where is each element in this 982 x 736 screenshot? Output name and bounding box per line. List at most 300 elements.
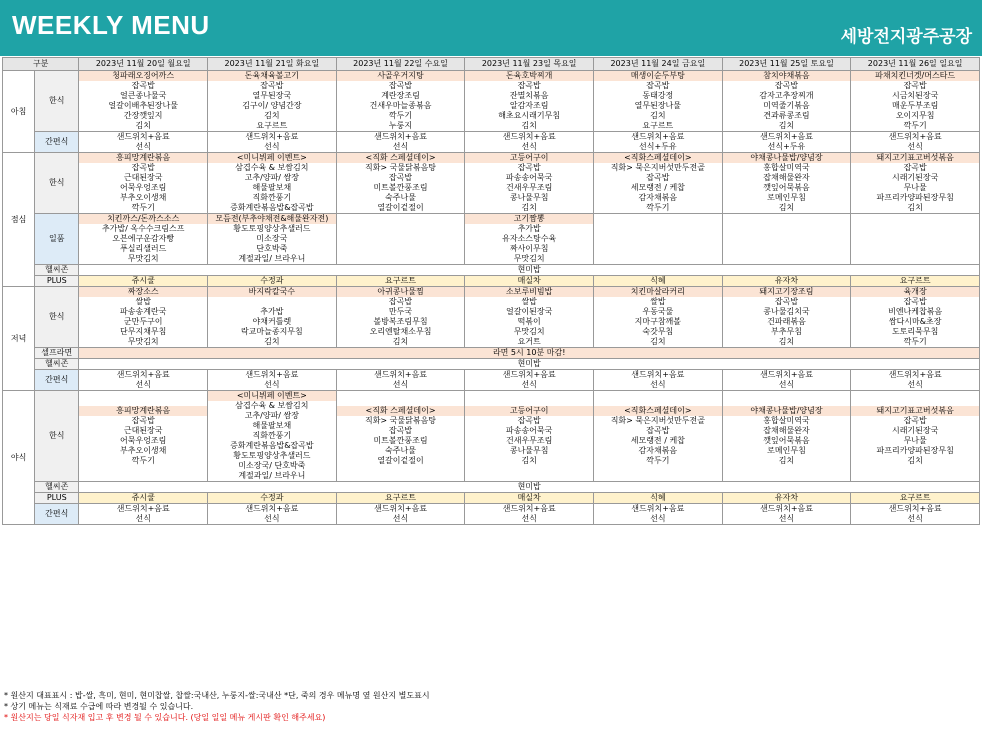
menu-item: 어묵우엉조림 bbox=[120, 436, 167, 445]
main-dish: 흥피망계란볶음 bbox=[79, 406, 207, 416]
menu-cell bbox=[465, 214, 594, 265]
menu-item: 부추오이생채 bbox=[120, 446, 167, 455]
menu-item: 잡곡밥 bbox=[903, 297, 927, 306]
menu-item: 깍두기 bbox=[388, 111, 413, 120]
menu-item: 야채커틀렛 bbox=[252, 317, 292, 326]
menu-cell: 식혜 bbox=[594, 493, 723, 504]
menu-cell: 수정과 bbox=[208, 276, 337, 287]
menu-item: 얼갈이배추된장나물 bbox=[108, 101, 178, 110]
menu-item: 깍두기 bbox=[903, 337, 927, 346]
table-row bbox=[3, 504, 980, 525]
menu-item: 군만두구이 bbox=[123, 317, 163, 326]
meal-label: 아침 bbox=[3, 71, 35, 153]
menu-item: 선식 bbox=[135, 380, 151, 389]
main-dish: 육개장 bbox=[851, 287, 979, 297]
column-header-day: 2023년 11월 23일 목요일 bbox=[465, 58, 594, 71]
menu-cell: 요구르트 bbox=[851, 493, 980, 504]
column-header-day: 2023년 11월 24일 금요일 bbox=[594, 58, 723, 71]
menu-item: 황도토핑양상추샐러드 bbox=[233, 224, 311, 233]
main-dish: 청파래오징어까스 bbox=[79, 71, 207, 81]
menu-item: 추가밥 bbox=[517, 224, 541, 233]
menu-item: 고추/양파/ 쌈장 bbox=[244, 411, 300, 420]
section-label: 헬씨존 bbox=[35, 482, 79, 493]
menu-item: 파프리카양파된장무침 bbox=[876, 446, 954, 455]
menu-item: 무맛김치 bbox=[513, 254, 545, 263]
menu-item: 푸실리샐러드 bbox=[120, 244, 167, 253]
table-row bbox=[3, 391, 980, 482]
table-row bbox=[3, 132, 980, 153]
section-label: 간편식 bbox=[35, 504, 79, 525]
table-row bbox=[3, 276, 980, 287]
menu-item: 숙갓무침 bbox=[642, 327, 674, 336]
menu-cell bbox=[208, 504, 337, 525]
menu-item: 직화깐풍기 bbox=[252, 431, 292, 440]
menu-item: 열무된장국 bbox=[252, 91, 292, 100]
menu-item: 계절과일/ 브라우니 bbox=[238, 471, 306, 480]
menu-item: 건새우무조림 bbox=[505, 436, 553, 445]
menu-cell bbox=[594, 370, 723, 391]
main-dish: <직화스페셜데이> bbox=[594, 406, 722, 416]
menu-item: 홍합살미역국 bbox=[763, 163, 810, 172]
menu-item: 미역줄기볶음 bbox=[763, 101, 810, 110]
menu-cell bbox=[465, 504, 594, 525]
full-width-cell: 현미밥 bbox=[79, 482, 980, 493]
menu-item: 매운두부조림 bbox=[891, 101, 939, 110]
meal-label: 저녁 bbox=[3, 287, 35, 391]
menu-cell bbox=[79, 132, 208, 153]
menu-cell: 매실차 bbox=[465, 276, 594, 287]
menu-item: 김치 bbox=[264, 337, 280, 346]
menu-item: 잡곡밥 bbox=[131, 163, 155, 172]
section-label: 셀프라면 bbox=[35, 348, 79, 359]
main-dish: 고등어구이 bbox=[465, 406, 593, 416]
menu-item: 잡곡밥 bbox=[388, 426, 413, 435]
menu-cell: 매실차 bbox=[465, 493, 594, 504]
main-dish: <직화스페셜데이> bbox=[594, 153, 722, 163]
menu-item: 선식 bbox=[392, 142, 409, 151]
header-banner bbox=[0, 0, 982, 56]
main-dish: 바지락칼국수 bbox=[208, 287, 336, 297]
menu-item: 샌드위치+음료 bbox=[116, 370, 170, 379]
menu-item: 선식 bbox=[650, 514, 666, 523]
menu-item: 쌀밥 bbox=[135, 297, 151, 306]
section-label: 한식 bbox=[35, 287, 79, 348]
page-title: WEEKLY MENU bbox=[12, 10, 210, 40]
menu-item: 추가밥/ 옥수수크림스프 bbox=[101, 224, 185, 233]
column-header-day: 2023년 11월 20일 월요일 bbox=[79, 58, 208, 71]
menu-item: 선식 bbox=[521, 380, 537, 389]
menu-cell bbox=[465, 153, 594, 214]
section-label: 간편식 bbox=[35, 132, 79, 153]
menu-item: 샌드위치+음료 bbox=[245, 504, 299, 513]
menu-item: 숙주나물 bbox=[385, 193, 416, 202]
menu-cell bbox=[465, 132, 594, 153]
menu-item: 무맛김치 bbox=[127, 337, 159, 346]
menu-item: 열갈이겉절이 bbox=[377, 203, 424, 212]
menu-item: 시래기된장국 bbox=[891, 426, 939, 435]
main-dish: <미니뷔페 이벤트> bbox=[208, 391, 336, 401]
menu-item: 샌드위치+음료 bbox=[502, 132, 556, 141]
menu-item: 직화> 국물닭볶음탕 bbox=[364, 163, 437, 172]
menu-cell bbox=[594, 71, 723, 132]
main-dish: 고기짬뽕 bbox=[465, 214, 593, 224]
menu-cell: 수정과 bbox=[208, 493, 337, 504]
menu-item: 증화계란볶음밥&잡곡밥 bbox=[230, 203, 314, 212]
menu-item: 선식 bbox=[264, 380, 280, 389]
menu-cell bbox=[208, 153, 337, 214]
menu-cell bbox=[79, 214, 208, 265]
menu-cell bbox=[336, 132, 465, 153]
menu-cell bbox=[594, 504, 723, 525]
menu-item: 샌드위치+음료 bbox=[631, 504, 685, 513]
menu-item: 깍두기 bbox=[646, 456, 670, 465]
menu-item: 쌈다시마&초장 bbox=[888, 317, 942, 326]
menu-item: 샌드위치+음료 bbox=[888, 504, 942, 513]
menu-item: 부추무침 bbox=[771, 327, 802, 336]
main-dish: 돈육채육볼고기 bbox=[208, 71, 336, 81]
menu-item: 김치 bbox=[907, 203, 923, 212]
menu-cell bbox=[79, 370, 208, 391]
menu-item: 직화> 국물닭볶음탕 bbox=[364, 416, 437, 425]
menu-item: 얼갈이된장국 bbox=[505, 307, 553, 316]
menu-item: 오이지무침 bbox=[895, 111, 935, 120]
menu-item: 깍두기 bbox=[131, 203, 155, 212]
menu-item: 무맛김치 bbox=[127, 254, 159, 263]
menu-item: 잡곡밥 bbox=[388, 297, 413, 306]
menu-item: 김치 bbox=[650, 111, 666, 120]
menu-item: 감자고추장찌개 bbox=[759, 91, 814, 100]
brand-logo-text: 세방전지광주공장 bbox=[840, 27, 972, 46]
menu-item: 샌드위치+음료 bbox=[502, 370, 556, 379]
menu-item: 시래기된장국 bbox=[891, 173, 939, 182]
table-row bbox=[3, 71, 980, 132]
menu-item: 잡곡밥 bbox=[646, 173, 670, 182]
menu-item: 잡곡밥 bbox=[260, 81, 284, 90]
main-dish: <미니뷔페 이벤트> bbox=[208, 153, 336, 163]
menu-item: 세모랭전 / 케찹 bbox=[630, 436, 685, 445]
menu-item: 간장깻잎지 bbox=[123, 111, 163, 120]
menu-item: 김치 bbox=[264, 111, 280, 120]
menu-item: 쌀밥 bbox=[521, 297, 537, 306]
menu-cell bbox=[79, 391, 208, 482]
menu-cell: 요구르트 bbox=[336, 276, 465, 287]
menu-item: 단무지채무침 bbox=[120, 327, 167, 336]
menu-item: 샌드위치+음료 bbox=[759, 132, 814, 141]
menu-item: 숙주나물 bbox=[385, 446, 416, 455]
menu-cell bbox=[594, 132, 723, 153]
menu-item: 삼겹수육 & 보쌈김치 bbox=[235, 163, 309, 172]
section-label: 간편식 bbox=[35, 370, 79, 391]
menu-item: 잔멸치볶음 bbox=[509, 91, 549, 100]
menu-item: 잡곡밥 bbox=[517, 81, 541, 90]
menu-item: 김치 bbox=[392, 337, 409, 346]
menu-item: 잡곡밥 bbox=[517, 163, 541, 172]
weekly-menu-table bbox=[2, 57, 980, 525]
menu-item: 도토리묵무침 bbox=[891, 327, 939, 336]
menu-item: 요구르트 bbox=[256, 121, 288, 130]
column-header-day: 2023년 11월 26일 일요일 bbox=[851, 58, 980, 71]
section-label: 한식 bbox=[35, 71, 79, 132]
menu-item: 잡곡밥 bbox=[131, 416, 155, 425]
meal-label: 야식 bbox=[3, 391, 35, 525]
menu-item: 선식 bbox=[521, 142, 537, 151]
menu-item: 파프리카양파된장무침 bbox=[876, 193, 954, 202]
menu-item: 김치 bbox=[521, 203, 537, 212]
menu-item: 해물팔보채 bbox=[252, 183, 292, 192]
main-dish: 모듬전(부추야채전&해물완자전) bbox=[208, 214, 336, 224]
menu-cell bbox=[336, 214, 465, 265]
menu-cell bbox=[208, 370, 337, 391]
menu-item: 잡곡밥 bbox=[646, 426, 670, 435]
menu-item: 선식 bbox=[907, 142, 923, 151]
menu-item: 근대된장국 bbox=[123, 173, 163, 182]
section-label: 헬씨존 bbox=[35, 265, 79, 276]
menu-item: 홍합살미역국 bbox=[763, 416, 810, 425]
menu-item: 감자채볶음 bbox=[638, 446, 678, 455]
footer-note: * 원산지 대표표시 : 밥-쌀, 흑미, 현미, 현미찹쌀, 찹쌀:국내산, 누룽지-쌀:국내산 *단, 죽의 경우 메뉴명 옆 원산지 별도표시 bbox=[4, 691, 430, 700]
menu-cell bbox=[79, 153, 208, 214]
menu-cell: 요구르트 bbox=[336, 493, 465, 504]
column-header-label: 구분 bbox=[3, 58, 79, 71]
menu-cell bbox=[722, 132, 851, 153]
menu-cell: 식혜 bbox=[594, 276, 723, 287]
menu-item: 열무된장나물 bbox=[634, 101, 682, 110]
menu-cell bbox=[722, 71, 851, 132]
menu-item: 김치 bbox=[521, 121, 537, 130]
menu-item: 미소장국 bbox=[256, 234, 288, 243]
menu-item: 요거트 bbox=[517, 337, 541, 346]
table-row bbox=[3, 287, 980, 348]
menu-item: 고추/양파/ 쌈장 bbox=[244, 173, 300, 182]
menu-item: 단호박죽 bbox=[256, 244, 288, 253]
menu-item: 김치 bbox=[778, 456, 795, 465]
menu-item: 선식 bbox=[907, 380, 923, 389]
table-row bbox=[3, 348, 980, 359]
menu-item: 무나물 bbox=[903, 436, 927, 445]
menu-cell bbox=[208, 287, 337, 348]
menu-cell bbox=[79, 504, 208, 525]
menu-item: 얼큰종나물국 bbox=[120, 91, 167, 100]
table-row bbox=[3, 482, 980, 493]
table-row bbox=[3, 153, 980, 214]
main-dish: 사골우거지탕 bbox=[337, 71, 465, 81]
menu-cell bbox=[722, 504, 851, 525]
menu-cell bbox=[851, 132, 980, 153]
main-dish: 돼지고기표고버섯볶음 bbox=[851, 153, 979, 163]
menu-cell bbox=[79, 287, 208, 348]
menu-item: 해물팔보채 bbox=[252, 421, 292, 430]
menu-cell bbox=[465, 370, 594, 391]
menu-item: 샌드위치+음료 bbox=[116, 132, 170, 141]
table-row bbox=[3, 493, 980, 504]
main-dish: 야채콩나물밥/양념장 bbox=[723, 406, 851, 416]
menu-item: 건새우마늘종볶음 bbox=[369, 101, 432, 110]
menu-item: 선식+두유 bbox=[639, 142, 677, 151]
menu-item: 잡곡밥 bbox=[388, 81, 413, 90]
menu-item: 감자채볶음 bbox=[638, 193, 678, 202]
menu-item: 김치 bbox=[778, 203, 795, 212]
menu-cell bbox=[465, 391, 594, 482]
menu-item: 샌드위치+음료 bbox=[759, 504, 814, 513]
menu-item: 요구르트 bbox=[642, 121, 674, 130]
full-width-cell: 현미밥 bbox=[79, 359, 980, 370]
footer-note: * 상기 메뉴는 식재료 수급에 따라 변경될 수 있습니다. bbox=[4, 702, 194, 711]
menu-item: 해초요시래기무침 bbox=[498, 111, 561, 120]
menu-item: 김치 bbox=[778, 337, 795, 346]
menu-cell bbox=[722, 391, 851, 482]
menu-cell bbox=[208, 214, 337, 265]
menu-item: 파송송계란국 bbox=[120, 307, 167, 316]
menu-item: 짜사이무침 bbox=[509, 244, 549, 253]
main-dish: 돼지고기장조림 bbox=[723, 287, 851, 297]
menu-item: 샌드위치+음료 bbox=[245, 370, 299, 379]
menu-cell bbox=[336, 391, 465, 482]
menu-cell bbox=[594, 214, 723, 265]
menu-cell bbox=[722, 370, 851, 391]
table-row bbox=[3, 370, 980, 391]
menu-item: 쌀밥 bbox=[650, 297, 666, 306]
menu-item: 김치 bbox=[907, 456, 923, 465]
main-dish: 돼지고기표고버섯볶음 bbox=[851, 406, 979, 416]
menu-item: 김구이/ 양념간장 bbox=[242, 101, 302, 110]
column-header-day: 2023년 11월 21일 화요일 bbox=[208, 58, 337, 71]
menu-item: 샌드위치+음료 bbox=[373, 370, 428, 379]
menu-item: 선식 bbox=[392, 380, 409, 389]
menu-item: 잡곡밥 bbox=[903, 81, 927, 90]
meal-label: 점심 bbox=[3, 153, 35, 287]
menu-item: 직화깐풍기 bbox=[252, 193, 292, 202]
main-dish: <직화 스페셜데이> bbox=[337, 153, 465, 163]
menu-item: 선식 bbox=[778, 514, 795, 523]
menu-cell: 유자차 bbox=[722, 276, 851, 287]
menu-item: 우동국물 bbox=[642, 307, 674, 316]
menu-item: 로메인무침 bbox=[767, 193, 806, 202]
menu-item: 샌드위치+음료 bbox=[373, 504, 428, 513]
menu-item: 비엔나케찹볶음 bbox=[888, 307, 943, 316]
main-dish: 야채콩나물밥/양념장 bbox=[723, 153, 851, 163]
menu-item: 선식 bbox=[778, 380, 795, 389]
menu-cell bbox=[851, 287, 980, 348]
menu-item: 오리엔탈채소무침 bbox=[369, 327, 432, 336]
menu-item: 콩나물무침 bbox=[509, 446, 549, 455]
menu-item: 김치 bbox=[650, 337, 666, 346]
column-header-day: 2023년 11월 22일 수요일 bbox=[336, 58, 465, 71]
main-dish: 참치야채볶음 bbox=[723, 71, 851, 81]
main-dish: 치킨까스/돈까스소스 bbox=[79, 214, 207, 224]
menu-item: 잡곡밥 bbox=[131, 81, 155, 90]
menu-item: 떡볶이 bbox=[517, 317, 541, 326]
menu-item: 김치 bbox=[521, 456, 537, 465]
menu-item: 샌드위치+음료 bbox=[502, 504, 556, 513]
menu-item: 선식 bbox=[264, 142, 280, 151]
menu-cell bbox=[79, 71, 208, 132]
menu-cell bbox=[594, 391, 723, 482]
menu-cell bbox=[336, 504, 465, 525]
table-row bbox=[3, 214, 980, 265]
menu-item: 샌드위치+음료 bbox=[631, 370, 685, 379]
menu-cell bbox=[465, 71, 594, 132]
menu-item: 잡채해물완자 bbox=[763, 426, 810, 435]
menu-item: 로메인무침 bbox=[767, 446, 806, 455]
menu-cell: 쥬시쿨 bbox=[79, 276, 208, 287]
menu-item: 잡곡밥 bbox=[517, 416, 541, 425]
menu-item: 어묵우엉조림 bbox=[120, 183, 167, 192]
menu-item: 알감자조림 bbox=[509, 101, 549, 110]
section-label: PLUS bbox=[35, 493, 79, 504]
menu-cell bbox=[208, 132, 337, 153]
menu-cell bbox=[851, 370, 980, 391]
menu-item: 샌드위치+음료 bbox=[116, 504, 170, 513]
menu-item: 미트볼깐풍조림 bbox=[373, 183, 428, 192]
main-dish: 흥피망계란볶음 bbox=[79, 153, 207, 163]
menu-cell bbox=[336, 287, 465, 348]
menu-item: 잡곡밥 bbox=[903, 163, 927, 172]
menu-item: 깻잎어묵볶음 bbox=[763, 183, 810, 192]
menu-cell bbox=[722, 287, 851, 348]
section-label: PLUS bbox=[35, 276, 79, 287]
menu-item: 선식 bbox=[907, 514, 923, 523]
menu-item: 직화> 묵은지버섯만두전골 bbox=[610, 163, 705, 172]
menu-item: 건파래볶음 bbox=[767, 317, 806, 326]
menu-item: 깍두기 bbox=[903, 121, 927, 130]
menu-item: 만두국 bbox=[388, 307, 413, 316]
section-label: 헬씨존 bbox=[35, 359, 79, 370]
menu-item: 시금치된장국 bbox=[891, 91, 939, 100]
menu-item: 황도토핑양상추샐러드 bbox=[233, 451, 311, 460]
menu-cell bbox=[208, 71, 337, 132]
menu-item bbox=[208, 297, 336, 307]
menu-item: 잡곡밥 bbox=[774, 297, 799, 306]
menu-cell bbox=[851, 71, 980, 132]
menu-item: 미트볼깐풍조림 bbox=[373, 436, 428, 445]
menu-item: 세모랭전 / 케찹 bbox=[630, 183, 685, 192]
menu-item: 잡곡밥 bbox=[646, 81, 670, 90]
menu-item: 동태강정 bbox=[642, 91, 674, 100]
menu-item: 깻잎어묵볶음 bbox=[763, 436, 810, 445]
menu-item: 깍두기 bbox=[131, 456, 155, 465]
menu-item: 무맛김치 bbox=[513, 327, 545, 336]
menu-item: 콩나물무침 bbox=[509, 193, 549, 202]
main-dish: 치킨마살라커리 bbox=[594, 287, 722, 297]
full-width-cell: 라면 5시 10분 마감! bbox=[79, 348, 980, 359]
menu-item: 샌드위치+음료 bbox=[373, 132, 428, 141]
menu-item: 락교마늘종지무침 bbox=[240, 327, 303, 336]
menu-item: 열갈이겉절이 bbox=[377, 456, 424, 465]
menu-item: 김치 bbox=[135, 121, 151, 130]
menu-cell bbox=[336, 153, 465, 214]
main-dish: 짜장소스 bbox=[79, 287, 207, 297]
menu-item: 지마구참깨볼 bbox=[634, 317, 682, 326]
menu-cell: 요구르트 bbox=[851, 276, 980, 287]
menu-item: 선식 bbox=[650, 380, 666, 389]
column-header-day: 2023년 11월 25일 토요일 bbox=[722, 58, 851, 71]
menu-item: 미소장국/ 단호박죽 bbox=[238, 461, 306, 470]
menu-item: 오븐에구운감자빵 bbox=[112, 234, 175, 243]
menu-item: 계절과일/ 브라우니 bbox=[238, 254, 306, 263]
menu-item: 샌드위치+음료 bbox=[888, 132, 942, 141]
main-dish: 돈육호박찌개 bbox=[465, 71, 593, 81]
menu-item: 샌드위치+음료 bbox=[631, 132, 685, 141]
menu-cell bbox=[336, 71, 465, 132]
menu-item: 삼겹수육 & 보쌈김치 bbox=[235, 401, 309, 410]
menu-cell bbox=[851, 153, 980, 214]
menu-cell: 유자차 bbox=[722, 493, 851, 504]
menu-item: 샌드위치+음료 bbox=[759, 370, 814, 379]
menu-cell bbox=[851, 504, 980, 525]
menu-cell: 쥬시쿨 bbox=[79, 493, 208, 504]
main-dish: 소보루비빔밥 bbox=[465, 287, 593, 297]
menu-item: 콩나물김치국 bbox=[763, 307, 810, 316]
